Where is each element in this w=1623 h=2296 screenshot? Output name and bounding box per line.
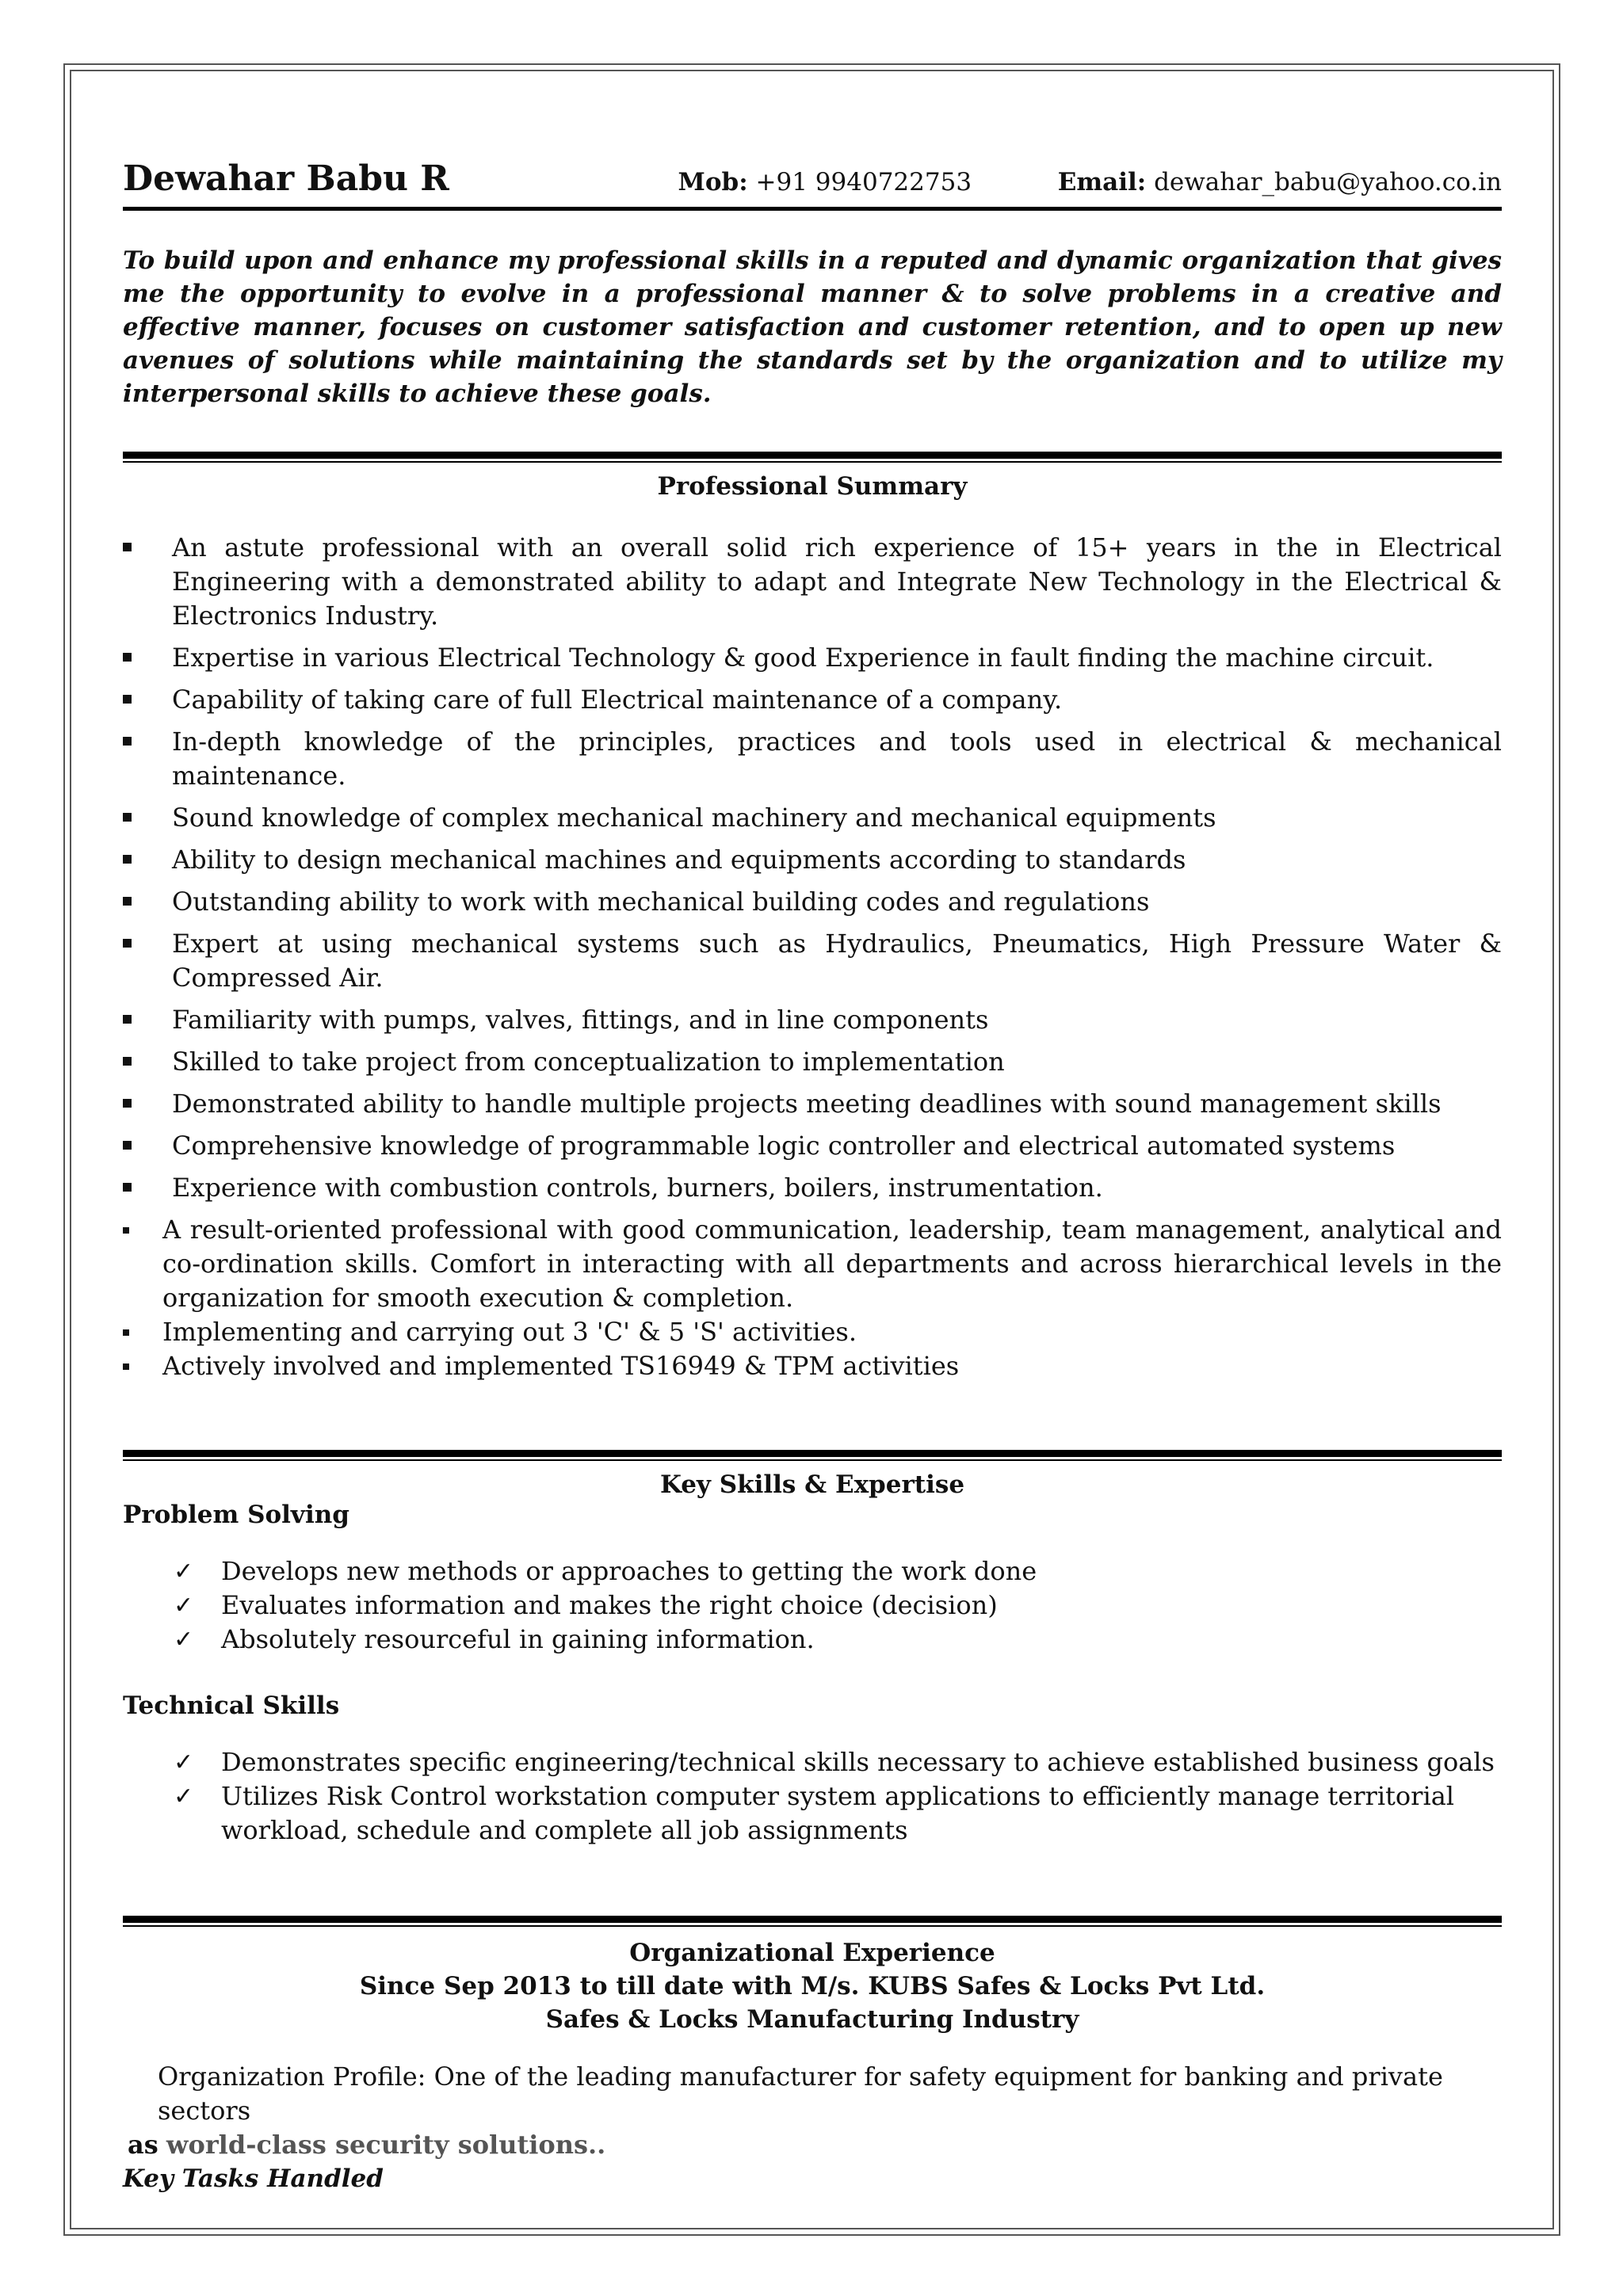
check-mark-icon: ✓ — [174, 1558, 194, 1585]
list-item: Demonstrated ability to handle multiple projects meeting deadlines with sound management skills — [123, 1087, 1502, 1121]
section-divider — [123, 452, 1502, 463]
list-item: Implementing and carrying out 3 'C' & 5 'S' activities. — [123, 1315, 1502, 1349]
list-item: Expert at using mechanical systems such as Hydraulics, Pneumatics, High Pressure Water & Compressed Air. — [123, 927, 1502, 995]
list-item: Skilled to take project from conceptualization to implementation — [123, 1045, 1502, 1079]
list-item: A result-oriented professional with good communication, leadership, team management, analytical and co-ordination skills. Comfort in interacting with all departments and across hierarchical levels in the organization for smooth execution & completion. — [123, 1213, 1502, 1315]
check-mark-icon: ✓ — [174, 1749, 194, 1776]
square-bullet-icon — [123, 653, 132, 662]
list-item: In-depth knowledge of the principles, practices and tools used in electrical & mechanical maintenance. — [123, 725, 1502, 793]
square-bullet-icon — [123, 813, 132, 822]
key-skills-title: Key Skills & Expertise — [659, 1470, 965, 1499]
section-divider — [123, 1450, 1502, 1461]
square-bullet-icon — [123, 1099, 132, 1108]
list-item: Sound knowledge of complex mechanical machinery and mechanical equipments — [123, 801, 1502, 835]
resume-header — [123, 158, 1502, 211]
list-item: Familiarity with pumps, valves, fittings, and in line components — [123, 1003, 1502, 1037]
square-bullet-icon — [123, 1057, 132, 1066]
list-item: Ability to design mechanical machines and equipments according to standards — [123, 843, 1502, 877]
list-item: An astute professional with an overall solid rich experience of 15+ years in the in Electrical Engineering with a demonstrated ability to adapt and Integrate New Technology in the Electrical & Electronics Industry. — [123, 531, 1502, 633]
square-bullet-icon — [123, 737, 132, 746]
technical-skills-heading: Technical Skills — [123, 1691, 340, 1720]
experience-industry: Safes & Locks Manufacturing Industry — [545, 2005, 1079, 2034]
square-bullet-icon — [123, 1329, 129, 1336]
email-contact — [1058, 168, 1502, 196]
experience-title: Organizational Experience — [629, 1939, 995, 1967]
square-bullet-icon — [123, 1015, 132, 1024]
list-item: ✓ Demonstrates specific engineering/technical skills necessary to achieve established business goals — [174, 1745, 1502, 1779]
list-item: ✓ Utilizes Risk Control workstation computer system applications to efficiently manage territorial workload, schedule and complete all job assignments — [174, 1781, 1455, 1845]
profile-highlight: world-class security solutions.. — [166, 2130, 606, 2160]
list-item: Outstanding ability to work with mechanical building codes and regulations — [123, 885, 1502, 919]
check-mark-icon: ✓ — [174, 1783, 194, 1810]
career-objective: To build upon and enhance my professional skills in a reputed and dynamic organization that gives me the opportunity to evolve in a professional manner & to solve problems in a creative and effective manner, focuses on customer satisfaction and customer retention, and to open up new avenues of solutions while maintaining the standards set by the organization and to utilize my interpersonal skills to achieve these goals. — [123, 246, 1502, 408]
professional-summary-title: Professional Summary — [657, 472, 968, 501]
email-label: Email: — [1057, 168, 1147, 196]
square-bullet-icon — [123, 939, 132, 948]
list-item: Comprehensive knowledge of programmable logic controller and electrical automated systems — [123, 1129, 1502, 1163]
check-mark-icon: ✓ — [174, 1592, 194, 1619]
square-bullet-icon — [123, 1363, 129, 1370]
key-tasks-heading: Key Tasks Handled — [123, 2164, 384, 2193]
organization-profile-tail — [123, 2128, 1502, 2162]
list-item: ✓ Absolutely resourceful in gaining information. — [174, 1623, 1502, 1657]
mobile-contact — [678, 168, 972, 196]
square-bullet-icon — [123, 1141, 132, 1150]
square-bullet-icon — [123, 855, 132, 864]
list-item: ✓ Evaluates information and makes the right choice (decision) — [174, 1589, 1502, 1623]
professional-summary-list — [123, 531, 1502, 1383]
list-item: Experience with combustion controls, burners, boilers, instrumentation. — [123, 1171, 1502, 1205]
mobile-label: Mob: — [678, 168, 748, 196]
mobile-number: +91 9940722753 — [755, 168, 972, 196]
experience-since: Since Sep 2013 to till date with M/s. KUBS Safes & Locks Pvt Ltd. — [359, 1972, 1266, 2000]
square-bullet-icon — [123, 1227, 129, 1234]
check-mark-icon: ✓ — [174, 1626, 194, 1653]
email-address: dewahar_babu@yahoo.co.in — [1154, 168, 1502, 196]
square-bullet-icon — [123, 1183, 132, 1192]
problem-solving-list — [174, 1554, 1502, 1657]
resume-page — [123, 158, 1502, 2195]
candidate-name: Dewahar Babu R — [123, 158, 449, 199]
section-divider — [123, 1916, 1502, 1927]
list-item: ✓ Develops new methods or approaches to getting the work done — [174, 1554, 1502, 1589]
list-item: Capability of taking care of full Electrical maintenance of a company. — [123, 683, 1502, 717]
square-bullet-icon — [123, 695, 132, 704]
problem-solving-heading: Problem Solving — [123, 1501, 349, 1529]
list-item: Actively involved and implemented TS16949 & TPM activities — [123, 1349, 1502, 1383]
organization-profile-lead: Organization Profile: One of the leading manufacturer for safety equipment for banking and private sectors — [158, 2061, 1443, 2126]
list-item: Expertise in various Electrical Technology & good Experience in fault finding the machine circuit. — [123, 641, 1502, 675]
profile-as: as — [128, 2130, 158, 2160]
organization-profile — [123, 2060, 1502, 2162]
square-bullet-icon — [123, 543, 132, 551]
technical-skills-list — [174, 1745, 1502, 1848]
square-bullet-icon — [123, 897, 132, 906]
